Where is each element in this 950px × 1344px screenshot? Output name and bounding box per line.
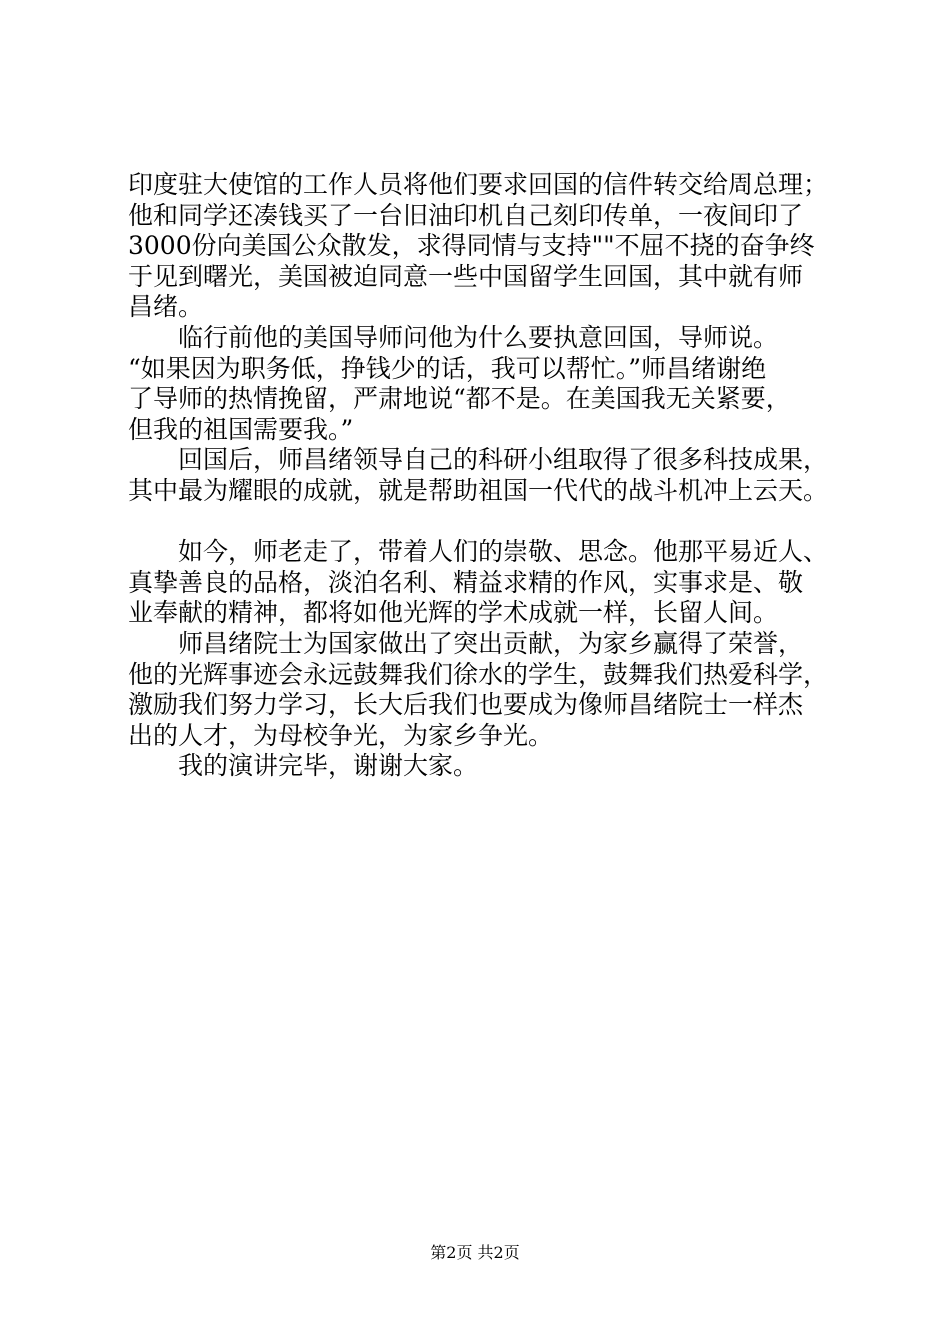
text-line: 他的光辉事迹会永远鼓舞我们徐水的学生，鼓舞我们热爱科学， [128,659,829,689]
paragraph-gap [128,507,848,538]
text-line: “如果因为职务低，挣钱少的话，我可以帮忙。”师昌绪谢绝 [128,353,767,383]
text-line: 真挚善良的品格，淡泊名利、精益求精的作风，实事求是、敬 [128,567,804,597]
text-line: 了导师的热情挽留，严肃地说“都不是。在美国我无关紧要， [128,384,791,414]
text-line: 出的人才，为母校争光，为家乡争光。 [128,720,554,750]
document-body [128,170,848,782]
text-line: 业奉献的精神，都将如他光辉的学术成就一样，长留人间。 [128,598,779,628]
text-line: 回国后，师昌绪领导自己的科研小组取得了很多科技成果， [128,445,829,475]
text-line: 3000份向美国公众散发，求得同情与支持""不屈不挠的奋争终 [128,231,815,261]
page-number-label: 第2页 共2页 [430,1243,520,1262]
text-line: 师昌绪院士为国家做出了突出贡献，为家乡赢得了荣誉， [128,628,804,658]
text-line: 其中最为耀眼的成就，就是帮助祖国一代代的战斗机冲上云天。 [128,475,829,505]
text-line: 于见到曙光，美国被迫同意一些中国留学生回国，其中就有师 [128,261,804,291]
page-footer [0,1243,950,1263]
text-line: 激励我们努力学习，长大后我们也要成为像师昌绪院士一样杰 [128,690,804,720]
text-line: 但我的祖国需要我。” [128,414,354,444]
text-line: 昌绪。 [128,292,204,322]
text-line: 我的演讲完毕，谢谢大家。 [128,751,479,781]
text-line: 如今，师老走了，带着人们的崇敬、思念。他那平易近人、 [128,537,829,567]
text-line: 临行前他的美国导师问他为什么要执意回国，导师说。 [128,322,779,352]
text-line: 他和同学还凑钱买了一台旧油印机自己刻印传单，一夜间印了 [128,200,804,230]
text-line: 印度驻大使馆的工作人员将他们要求回国的信件转交给周总理； [128,170,829,199]
